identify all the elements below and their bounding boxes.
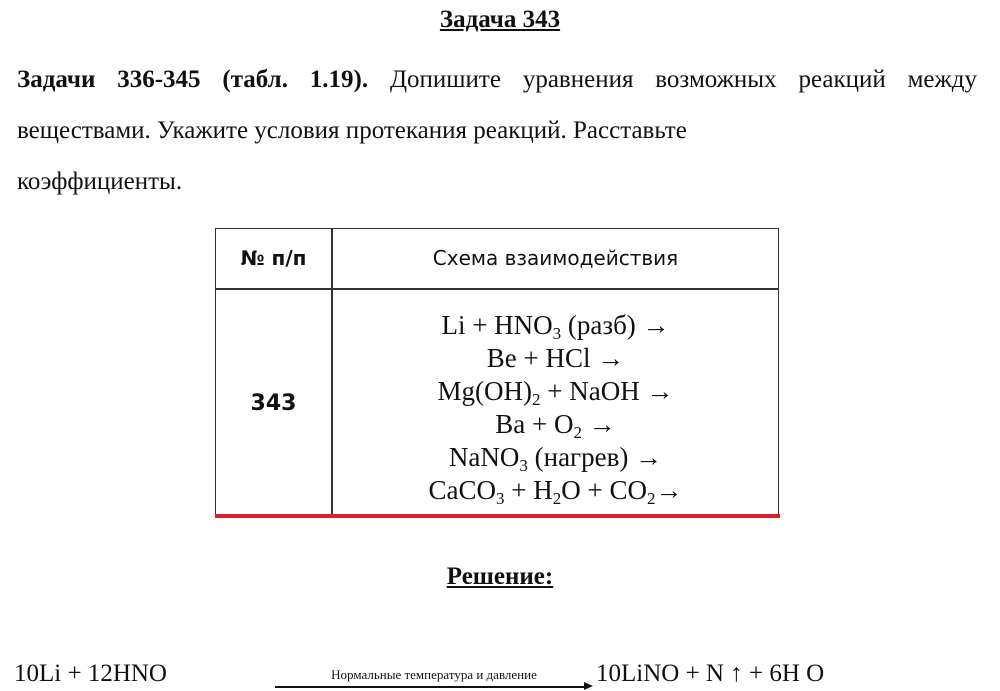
page-title: Задача 343 bbox=[439, 6, 561, 33]
reaction-reactants: 10Li + 12HNO bbox=[14, 660, 167, 687]
table-bottom-accent bbox=[215, 514, 780, 518]
instruction-paragraph bbox=[17, 54, 977, 207]
equation-3: $Mg(OH)_2$ + NaOH → bbox=[437, 376, 674, 409]
column-header-number: № п/п bbox=[240, 246, 307, 270]
table-header-divider bbox=[216, 288, 778, 290]
reaction-products: 10LiNO + N ↑ + 6H O bbox=[596, 660, 825, 687]
equation-5: NaNO$_3$ (нагрев) → bbox=[448, 442, 663, 475]
equation-2: Be + HCl → bbox=[486, 343, 625, 373]
arrow-shaft bbox=[275, 686, 587, 688]
arrow-head-icon bbox=[584, 682, 593, 690]
column-header-scheme: Схема взаимодействия bbox=[432, 246, 679, 270]
instruction-text-end: коэффициенты. bbox=[17, 168, 183, 195]
task-range-label: Задачи 336-345 (табл. 1.19). bbox=[17, 66, 369, 93]
equation-6: CaCO$_3$ + $H_2O + CO_2\to$ bbox=[428, 475, 683, 508]
row-number: 343 bbox=[250, 391, 297, 416]
reaction-condition: Нормальные температура и давление bbox=[331, 667, 537, 682]
equation-4: $Ba + O_2$ → bbox=[495, 409, 616, 442]
reaction-table bbox=[215, 228, 779, 518]
instruction-text: Допишите уравнения возможных реакций между веществами. Укажите условия протекания реакций. Расставьте bbox=[17, 66, 978, 144]
reaction-arrow bbox=[275, 667, 593, 691]
equation-list bbox=[333, 309, 778, 507]
solution-heading: Решение: bbox=[446, 563, 554, 590]
equation-1: $Li + HNO_3$ (разб) → bbox=[441, 310, 670, 343]
